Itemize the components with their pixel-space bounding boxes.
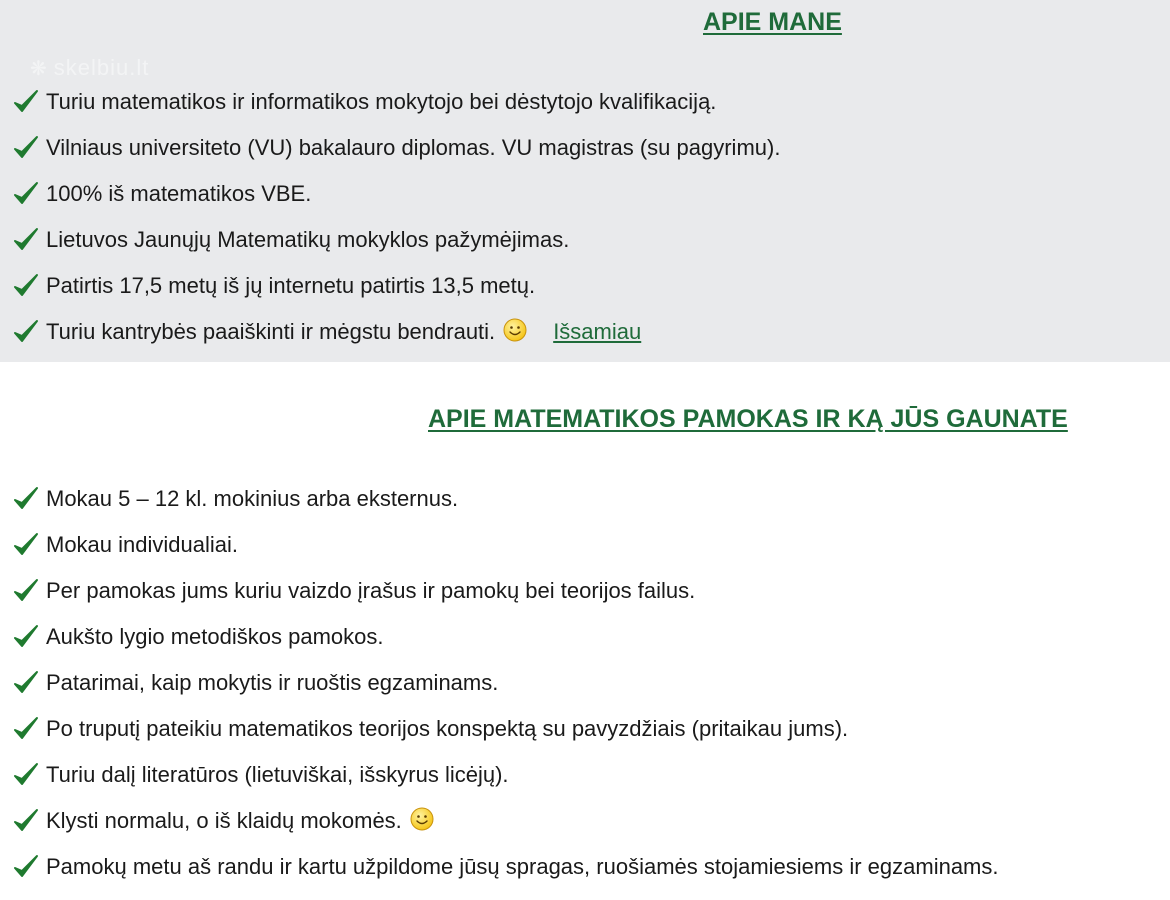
about-heading: APIE MANE [703,8,842,36]
lessons-heading: APIE MATEMATIKOS PAMOKAS IR KĄ JŪS GAUNATE [428,405,1068,433]
list-item-text: Turiu kantrybės paaiškinti ir mėgstu bendrauti. [46,319,496,344]
list-item-text: Klysti normalu, o iš klaidų mokomės. [46,808,402,833]
smiley-icon [503,315,527,339]
checkmark-icon [12,312,40,352]
checkmark-icon [12,571,40,611]
checkmark-icon [12,617,40,657]
list-item-text: Patirtis 17,5 metų iš jų internetu patirtis 13,5 metų. [46,273,536,298]
checkmark-icon [12,709,40,749]
checkmark-icon [12,174,40,214]
watermark [30,55,149,81]
checkmark-icon [12,128,40,168]
list-item-text: Lietuvos Jaunųjų Matematikų mokyklos pažymėjimas. [46,227,570,252]
list-item-text: Po truputį pateikiu matematikos teorijos konspektą su pavyzdžiais (pritaikau jums). [46,716,849,741]
checkmark-icon [12,82,40,122]
list-item-text: 100% iš matematikos VBE. [46,181,312,206]
list-item-wrap [46,312,641,352]
list-item-text: Mokau individualiai. [46,532,238,557]
list-item-text: Per pamokas jums kuriu vaizdo įrašus ir pamokų bei teorijos failus. [46,578,696,603]
list-item-text: Turiu matematikos ir informatikos mokytojo bei dėstytojo kvalifikaciją. [46,89,717,114]
checkmark-icon [12,266,40,306]
list-item-text: Patarimai, kaip mokytis ir ruoštis egzaminams. [46,670,499,695]
watermark-logo-icon: ❋ [30,58,48,80]
checkmark-icon [12,220,40,260]
checkmark-icon [12,479,40,519]
checkmark-icon [12,663,40,703]
list-item-text: Mokau 5 – 12 kl. mokinius arba eksternus. [46,486,459,511]
checkmark-icon [12,525,40,565]
list-item-text: Pamokų metu aš randu ir kartu užpildome jūsų spragas, ruošiamės stojamiesiems ir egzaminams. [46,854,999,879]
checkmark-icon [12,755,40,795]
list-item-text: Turiu dalį literatūros (lietuviškai, išskyrus licėjų). [46,762,509,787]
list-item-wrap [46,801,434,841]
checkmark-icon [12,847,40,887]
checkmark-icon [12,801,40,841]
more-link[interactable]: Išsamiau [553,319,642,344]
smiley-icon [410,804,434,828]
watermark-text: skelbiu.lt [53,55,150,80]
list-item-text: Aukšto lygio metodiškos pamokos. [46,624,384,649]
list-item-text: Vilniaus universiteto (VU) bakalauro diplomas. VU magistras (su pagyrimu). [46,135,781,160]
